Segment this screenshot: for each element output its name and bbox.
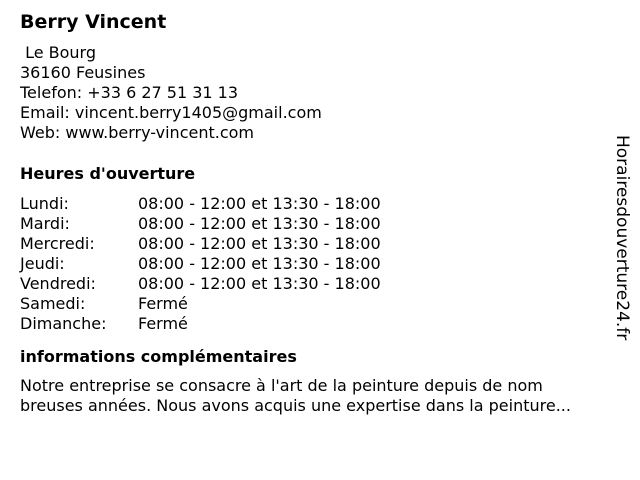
web-text: Web: www.berry-vincent.com: [20, 123, 255, 142]
hours-row: [20, 234, 381, 254]
hours-row: [20, 274, 381, 294]
time-value: 08:00 - 12:00 et 13:30 - 18:00: [138, 194, 381, 213]
hours-row: [20, 194, 381, 214]
business-name: Berry Vincent: [20, 11, 167, 33]
address-line-1: Le Bourg: [20, 43, 97, 62]
hours-row: [20, 254, 381, 274]
day-label: Jeudi:: [20, 254, 65, 273]
address-line-2: 36160 Feusines: [20, 63, 146, 82]
phone-text: Telefon: +33 6 27 51 31 13: [20, 83, 239, 102]
time-value: 08:00 - 12:00 et 13:30 - 18:00: [138, 234, 381, 253]
day-label: Mardi:: [20, 214, 70, 233]
brand-watermark: Horairesdouverture24.fr: [612, 135, 632, 341]
time-value: Fermé: [138, 294, 188, 313]
hours-row: [20, 294, 381, 314]
day-label: Vendredi:: [20, 274, 96, 293]
contact-block: [20, 43, 600, 143]
day-label: Samedi:: [20, 294, 86, 313]
time-value: 08:00 - 12:00 et 13:30 - 18:00: [138, 214, 381, 233]
info-line-2: breuses années. Nous avons acquis une expertise dans la peinture...: [20, 396, 571, 415]
info-line-1: Notre entreprise se consacre à l'art de la peinture depuis de nom: [20, 376, 543, 395]
day-label: Lundi:: [20, 194, 69, 213]
business-card: [20, 9, 600, 416]
hours-row: [20, 214, 381, 234]
hours-row: [20, 314, 381, 334]
info-description: [20, 376, 620, 416]
info-heading: informations complémentaires: [20, 347, 297, 366]
email-text: Email: vincent.berry1405@gmail.com: [20, 103, 322, 122]
hours-table: [20, 194, 381, 334]
hours-heading: Heures d'ouverture: [20, 164, 196, 183]
day-label: Dimanche:: [20, 314, 107, 333]
time-value: 08:00 - 12:00 et 13:30 - 18:00: [138, 274, 381, 293]
time-value: Fermé: [138, 314, 188, 333]
time-value: 08:00 - 12:00 et 13:30 - 18:00: [138, 254, 381, 273]
day-label: Mercredi:: [20, 234, 95, 253]
